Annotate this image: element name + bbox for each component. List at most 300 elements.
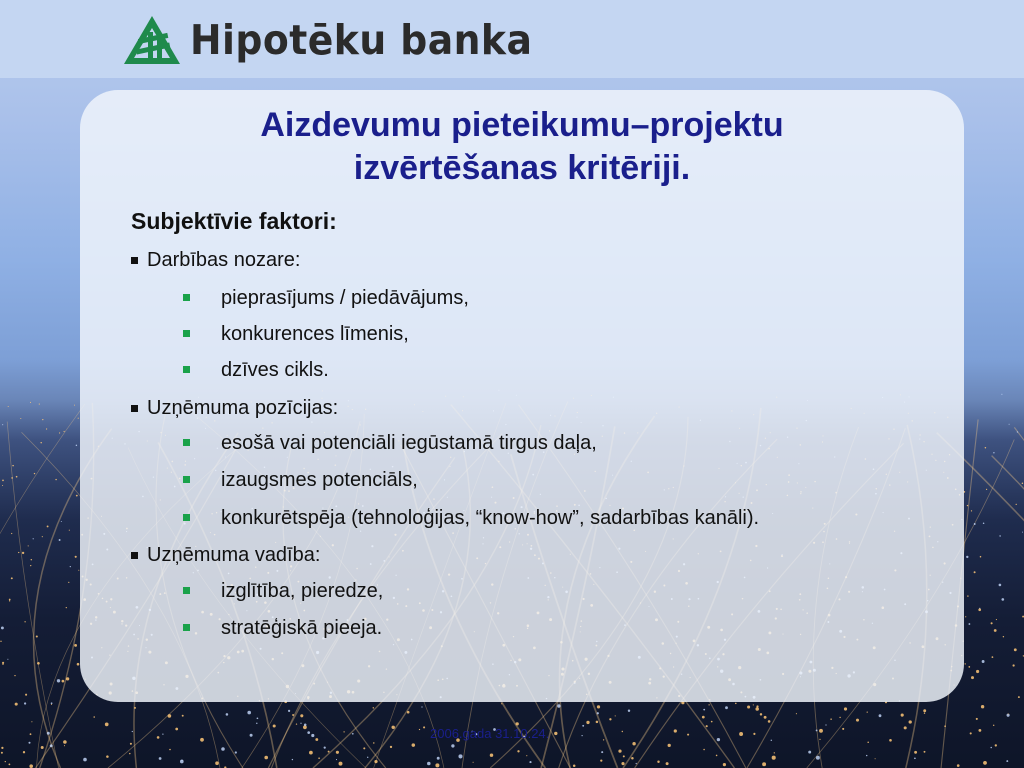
city-light-dot (2, 424, 3, 425)
city-light-dot (257, 717, 259, 719)
city-light-dot (991, 622, 993, 624)
city-light-dot (968, 623, 970, 625)
city-light-dot (311, 734, 314, 737)
city-light-dot (300, 714, 303, 717)
city-light-dot (74, 644, 77, 647)
city-light-dot (39, 404, 40, 405)
city-light-dot (774, 752, 775, 753)
city-light-dot (390, 746, 392, 748)
city-light-dot (760, 713, 762, 715)
city-light-dot (739, 732, 743, 736)
city-light-dot (74, 405, 75, 406)
city-light-dot (93, 716, 95, 718)
city-light-dot (61, 521, 62, 522)
city-light-dot (182, 715, 184, 717)
city-light-dot (336, 751, 339, 754)
city-light-dot (427, 762, 431, 766)
city-light-dot (76, 445, 77, 446)
city-light-dot (615, 715, 616, 716)
city-light-dot (31, 559, 32, 560)
slide-footer-date: 2006.gada 31.10.24. (430, 726, 550, 741)
city-light-dot (1, 747, 3, 749)
city-light-dot (501, 703, 502, 704)
city-light-dot (180, 760, 184, 764)
city-light-dot (336, 759, 337, 760)
city-light-dot (703, 709, 705, 711)
city-light-dot (768, 720, 771, 723)
city-light-dot (609, 718, 611, 720)
city-light-dot (2, 662, 4, 664)
city-light-dot (69, 530, 70, 531)
city-light-dot (36, 635, 38, 637)
city-light-dot (9, 600, 10, 601)
green-square-bullet-icon (183, 587, 190, 594)
city-light-dot (816, 756, 820, 760)
city-light-dot (631, 757, 634, 760)
city-light-dot (996, 619, 997, 620)
city-light-dot (819, 729, 823, 733)
city-light-dot (725, 706, 728, 709)
city-light-dot (601, 751, 603, 753)
city-light-dot (130, 743, 132, 745)
city-light-dot (603, 739, 604, 740)
city-light-dot (971, 510, 972, 511)
city-light-dot (990, 747, 992, 749)
city-light-dot (867, 741, 869, 743)
city-light-dot (924, 713, 925, 714)
city-light-dot (968, 666, 970, 668)
city-light-dot (517, 750, 519, 752)
city-light-dot (1018, 696, 1020, 698)
city-light-dot (75, 556, 77, 558)
city-light-dot (66, 607, 67, 608)
city-light-dot (924, 751, 926, 753)
list-item-label: Uzņēmuma vadība: (147, 544, 321, 566)
list-item-level2: dzīves cikls. (221, 359, 329, 381)
slide-title-line-2: izvērtēšanas kritēriji. (353, 149, 691, 187)
city-light-dot (37, 662, 40, 665)
city-light-dot (29, 764, 33, 768)
city-light-dot (957, 764, 960, 767)
city-light-dot (618, 749, 621, 752)
city-light-dot (62, 680, 65, 683)
city-light-dot (339, 762, 343, 766)
city-light-dot (324, 747, 326, 749)
city-light-dot (983, 761, 987, 765)
city-light-dot (473, 762, 474, 763)
green-square-bullet-icon (183, 294, 190, 301)
city-light-dot (966, 556, 968, 558)
city-light-dot (982, 660, 985, 663)
city-light-dot (7, 659, 8, 660)
city-light-dot (600, 759, 602, 761)
square-bullet-icon (131, 552, 138, 559)
city-light-dot (901, 714, 904, 717)
city-light-dot (307, 731, 310, 734)
city-light-dot (632, 742, 635, 745)
city-light-dot (343, 731, 344, 732)
city-light-dot (976, 718, 978, 720)
city-light-dot (33, 538, 34, 539)
city-light-dot (764, 716, 767, 719)
city-light-dot (374, 760, 377, 763)
city-light-dot (373, 707, 374, 708)
city-light-dot (70, 566, 71, 567)
city-light-dot (42, 419, 43, 420)
city-light-dot (1016, 504, 1017, 505)
city-light-dot (657, 760, 659, 762)
city-light-dot (825, 724, 826, 725)
city-light-dot (64, 431, 65, 432)
city-light-dot (904, 726, 907, 729)
city-light-dot (1022, 483, 1024, 485)
city-light-dot (554, 732, 557, 735)
city-light-dot (796, 713, 797, 714)
city-light-dot (5, 761, 6, 762)
city-light-dot (412, 743, 415, 746)
city-light-dot (879, 714, 882, 717)
city-light-dot (63, 740, 67, 744)
city-light-dot (226, 713, 229, 716)
city-light-dot (47, 732, 50, 735)
city-light-dot (66, 677, 69, 680)
list-item-level2: konkurences līmenis, (221, 323, 409, 345)
city-light-dot (391, 726, 394, 729)
city-light-dot (668, 744, 671, 747)
road-line (7, 422, 58, 768)
city-light-dot (9, 764, 11, 766)
green-square-bullet-icon (183, 366, 190, 373)
city-light-dot (451, 744, 454, 747)
list-item-level2: konkurētspēja (tehnoloģijas, “know-how”, sadarbības kanāli). (221, 507, 760, 529)
city-light-dot (0, 641, 1, 642)
city-light-dot (373, 742, 374, 743)
city-light-dot (76, 495, 78, 497)
city-light-dot (11, 477, 13, 479)
city-light-dot (31, 721, 32, 722)
city-light-dot (856, 719, 859, 722)
city-light-dot (980, 556, 982, 558)
city-light-dot (965, 663, 966, 664)
city-light-dot (105, 723, 109, 727)
city-light-dot (586, 721, 589, 724)
city-light-dot (47, 525, 49, 527)
city-light-dot (77, 663, 80, 666)
city-light-dot (64, 745, 65, 746)
city-light-dot (16, 476, 18, 478)
city-light-dot (11, 577, 13, 579)
city-light-dot (597, 712, 599, 714)
city-light-dot (106, 755, 109, 758)
city-light-dot (621, 762, 624, 765)
city-light-dot (993, 725, 994, 726)
city-light-dot (597, 705, 600, 708)
city-light-dot (909, 720, 912, 723)
city-light-dot (40, 442, 41, 443)
city-light-dot (978, 729, 981, 732)
city-light-dot (1022, 532, 1023, 533)
city-light-dot (622, 731, 623, 732)
bank-name: Hipotēku banka (190, 16, 533, 64)
city-light-dot (582, 725, 584, 727)
city-light-dot (717, 738, 720, 741)
city-light-dot (11, 533, 12, 534)
city-light-dot (28, 545, 29, 546)
city-light-dot (300, 723, 301, 724)
city-light-dot (2, 485, 3, 486)
city-light-dot (529, 761, 531, 763)
city-light-dot (304, 724, 307, 727)
city-light-dot (875, 758, 876, 759)
city-light-dot (839, 717, 840, 718)
list-item-level2: izglītība, pieredze, (221, 580, 384, 602)
city-light-dot (967, 595, 968, 596)
city-light-dot (437, 757, 440, 760)
city-light-dot (264, 756, 268, 760)
city-light-dot (215, 761, 219, 765)
city-light-dot (976, 670, 979, 673)
list-item-level1 (131, 544, 320, 567)
city-light-dot (623, 755, 625, 757)
list-item-level2: stratēģiskā pieeja. (221, 617, 383, 639)
city-light-dot (14, 675, 15, 676)
city-light-dot (367, 757, 368, 758)
city-light-dot (24, 702, 26, 704)
city-light-dot (256, 723, 257, 724)
city-light-dot (68, 582, 69, 583)
city-light-dot (1, 626, 4, 629)
city-light-dot (292, 714, 294, 716)
city-light-dot (12, 465, 14, 467)
city-light-dot (753, 704, 754, 705)
city-light-dot (30, 733, 32, 735)
city-light-dot (9, 599, 11, 601)
city-light-dot (18, 552, 19, 553)
city-light-dot (1003, 636, 1004, 637)
city-light-dot (1009, 424, 1010, 425)
city-light-dot (235, 751, 237, 753)
city-light-dot (175, 728, 178, 731)
city-light-dot (992, 656, 994, 658)
city-light-dot (986, 489, 987, 490)
city-light-dot (23, 751, 25, 753)
city-light-dot (8, 406, 9, 407)
city-light-dot (407, 711, 410, 714)
city-light-dot (1012, 664, 1014, 666)
city-light-dot (59, 539, 61, 541)
city-light-dot (974, 571, 976, 573)
city-light-dot (162, 733, 163, 734)
city-light-dot (419, 729, 420, 730)
city-light-dot (51, 702, 53, 704)
city-light-dot (557, 704, 560, 707)
city-light-dot (318, 757, 320, 759)
city-light-dot (59, 432, 60, 433)
city-light-dot (288, 710, 290, 712)
city-light-dot (25, 694, 27, 696)
city-light-dot (702, 716, 705, 719)
city-light-dot (46, 428, 47, 429)
city-light-dot (914, 751, 917, 754)
city-light-dot (2, 480, 4, 482)
city-light-dot (971, 676, 974, 679)
slide-title (80, 104, 964, 190)
bank-logo-icon (122, 14, 182, 66)
city-light-dot (30, 565, 31, 566)
city-light-dot (490, 753, 493, 756)
city-light-dot (970, 732, 972, 734)
city-light-dot (1001, 598, 1004, 601)
city-light-dot (816, 729, 818, 731)
list-item-level2: izaugsmes potenciāls, (221, 469, 418, 491)
city-light-dot (581, 735, 582, 736)
green-square-bullet-icon (183, 514, 190, 521)
city-light-dot (711, 721, 713, 723)
city-light-dot (15, 703, 18, 706)
city-light-dot (889, 739, 892, 742)
city-light-dot (844, 707, 847, 710)
square-bullet-icon (131, 405, 138, 412)
city-light-dot (169, 749, 171, 751)
city-light-dot (157, 736, 160, 739)
city-light-dot (200, 738, 204, 742)
square-bullet-icon (131, 257, 138, 264)
city-light-dot (994, 629, 997, 632)
city-light-dot (83, 758, 87, 762)
city-light-dot (944, 725, 946, 727)
city-light-dot (421, 706, 422, 707)
city-light-dot (423, 726, 425, 728)
city-light-dot (995, 744, 997, 746)
city-light-dot (867, 712, 868, 713)
list-item-label: Darbības nozare: (147, 249, 301, 271)
city-light-dot (866, 755, 867, 756)
city-light-dot (666, 762, 669, 765)
city-light-dot (352, 733, 354, 735)
list-item-level2: esošā vai potenciāli iegūstamā tirgus daļa, (221, 432, 597, 454)
city-light-dot (983, 523, 985, 525)
city-light-dot (42, 536, 43, 537)
city-light-dot (636, 763, 637, 764)
city-light-dot (762, 762, 766, 766)
city-light-dot (1006, 760, 1008, 762)
city-light-dot (965, 616, 966, 617)
city-light-dot (716, 755, 718, 757)
city-light-dot (708, 704, 709, 705)
green-square-bullet-icon (183, 330, 190, 337)
city-light-dot (978, 608, 981, 611)
section-heading: Subjektīvie faktori: (131, 208, 337, 234)
city-light-dot (628, 710, 630, 712)
city-light-dot (923, 709, 926, 712)
city-light-dot (41, 746, 44, 749)
city-light-dot (999, 535, 1000, 536)
city-light-dot (159, 757, 162, 760)
city-light-dot (999, 584, 1002, 587)
city-light-dot (596, 721, 599, 724)
green-square-bullet-icon (183, 476, 190, 483)
city-light-dot (1017, 431, 1018, 432)
bank-logo (122, 10, 562, 70)
city-light-dot (168, 714, 172, 718)
city-light-dot (573, 764, 576, 767)
city-light-dot (250, 734, 253, 737)
city-light-dot (363, 747, 365, 749)
city-light-dot (808, 751, 811, 754)
city-light-dot (1014, 648, 1017, 651)
list-item-level1 (131, 249, 300, 272)
city-light-dot (24, 621, 25, 622)
city-light-dot (706, 725, 708, 727)
city-light-dot (296, 723, 297, 724)
city-light-dot (292, 759, 293, 760)
city-light-dot (755, 707, 759, 711)
road-line (1014, 427, 1024, 768)
city-light-dot (273, 724, 276, 727)
city-light-dot (1, 752, 3, 754)
city-light-dot (57, 679, 60, 682)
city-light-dot (771, 740, 772, 741)
city-light-dot (435, 763, 439, 767)
city-light-dot (1008, 713, 1009, 714)
city-light-dot (51, 704, 52, 705)
city-light-dot (985, 447, 986, 448)
city-light-dot (315, 738, 318, 741)
city-light-dot (28, 742, 30, 744)
city-light-dot (129, 753, 130, 754)
city-light-dot (842, 728, 844, 730)
city-light-dot (723, 763, 726, 766)
city-light-dot (819, 739, 820, 740)
green-square-bullet-icon (183, 624, 190, 631)
slide-title-line-1: Aizdevumu pieteikumu–projektu (260, 106, 784, 144)
city-light-dot (974, 523, 976, 525)
city-light-dot (526, 755, 527, 756)
city-light-dot (1001, 394, 1002, 395)
city-light-dot (756, 705, 758, 707)
city-light-dot (967, 505, 968, 506)
city-light-dot (50, 744, 53, 747)
city-light-dot (78, 418, 79, 419)
city-light-dot (132, 731, 133, 732)
city-light-dot (687, 734, 689, 736)
city-light-dot (34, 473, 35, 474)
city-light-dot (30, 402, 31, 403)
city-light-dot (703, 749, 705, 751)
green-square-bullet-icon (183, 439, 190, 446)
list-item-level1 (131, 397, 338, 420)
city-light-dot (914, 757, 916, 759)
city-light-dot (735, 703, 737, 705)
city-light-dot (20, 418, 21, 419)
city-light-dot (458, 754, 462, 758)
city-light-dot (55, 479, 56, 480)
city-light-dot (772, 756, 776, 760)
city-light-dot (747, 705, 750, 708)
list-item-level2: pieprasījums / piedāvājums, (221, 287, 469, 309)
city-light-dot (993, 452, 994, 453)
city-light-dot (309, 751, 313, 755)
city-light-dot (22, 552, 24, 554)
city-light-dot (247, 711, 251, 715)
city-light-dot (674, 729, 677, 732)
list-item-label: Uzņēmuma pozīcijas: (147, 397, 339, 419)
city-light-dot (134, 707, 136, 709)
city-light-dot (753, 733, 755, 735)
city-light-dot (328, 751, 330, 753)
city-light-dot (221, 747, 225, 751)
city-light-dot (981, 705, 984, 708)
